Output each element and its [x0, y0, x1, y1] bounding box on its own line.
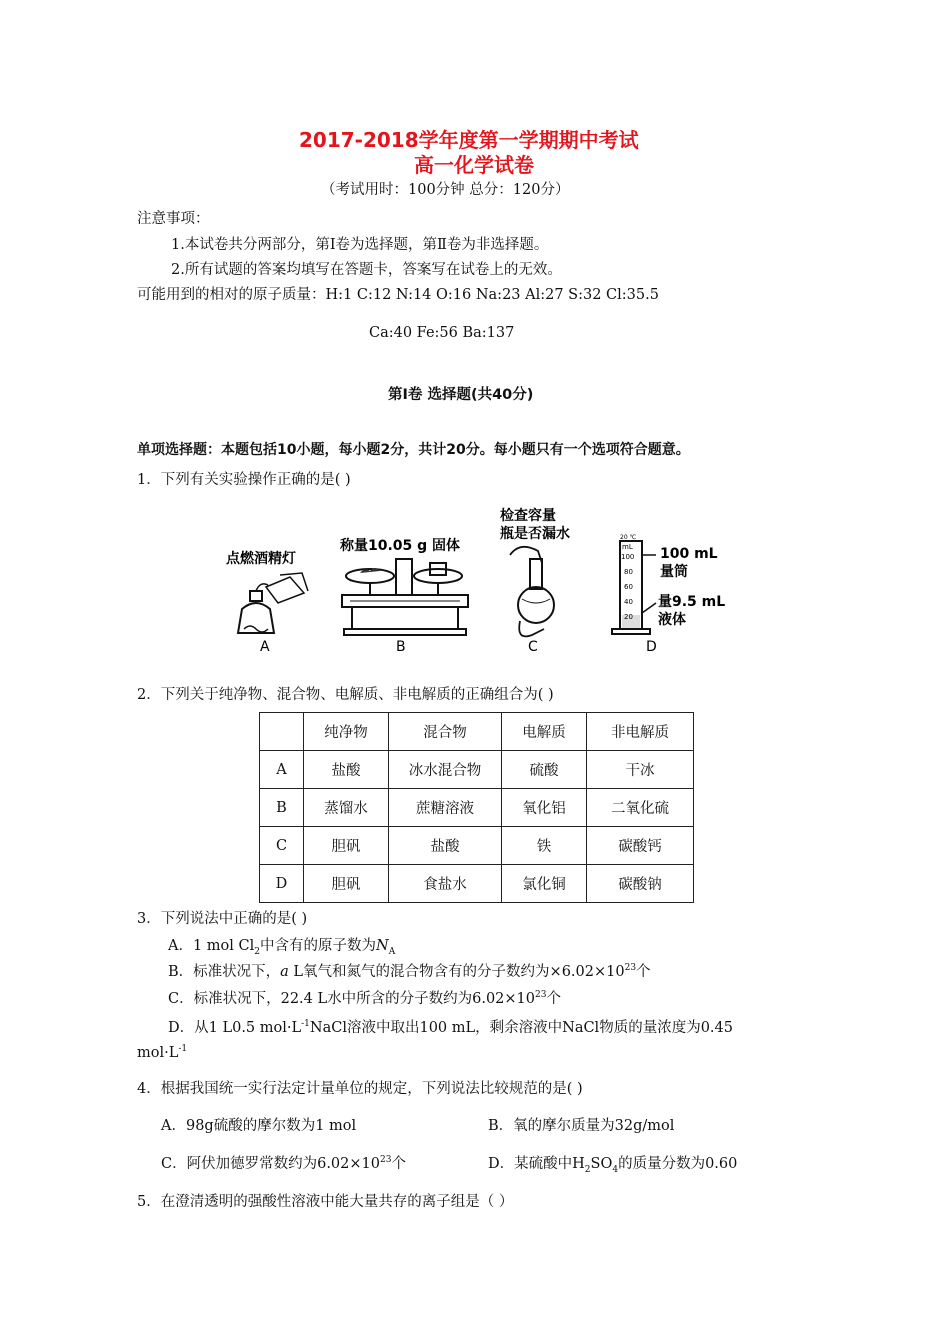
figure-d-caption-3: 量9.5 mL	[658, 594, 726, 610]
q3-option-d-continued	[137, 1044, 187, 1061]
q3-a-text-2: 中含有的原子数为	[260, 938, 376, 954]
figure-d-scale-unit: mL	[622, 543, 633, 551]
figure-label-d: D	[646, 639, 657, 655]
q3-option-c	[168, 987, 561, 1008]
q3-c-text-2: 个	[546, 991, 561, 1007]
q3-d-sup-2: -1	[178, 1044, 188, 1054]
q3-d-sup: -1	[301, 1019, 310, 1030]
q3-option-b	[168, 960, 651, 981]
table-cell: 碳酸钠	[587, 865, 694, 903]
table-cell: 干冰	[587, 751, 694, 789]
q3-a-sub-2: A	[388, 946, 396, 957]
q3-a-italic: N	[376, 938, 389, 954]
atomic-masses-line2: Ca:40 Fe:56 Ba:137	[369, 325, 515, 341]
q3-a-sub: 2	[254, 946, 260, 957]
q3-b-text-2: L氧气和氮气的混合物含有的分子数约为×6.02×10	[288, 964, 625, 980]
q4-d-sub: 2	[584, 1164, 591, 1175]
q4-option-b: B．氧的摩尔质量为32g/mol	[488, 1118, 675, 1134]
q3-a-text: A．1 mol Cl	[168, 938, 255, 954]
table-cell: D	[260, 865, 304, 903]
table-row	[260, 751, 694, 789]
table-row	[260, 827, 694, 865]
figure-d-scale-40: 40	[624, 598, 633, 606]
table-header-cell: 纯净物	[304, 713, 389, 751]
table-header-cell	[260, 713, 304, 751]
table-header-cell: 非电解质	[587, 713, 694, 751]
q4-d-sub-2: 4	[612, 1164, 619, 1175]
notes-item-1: 1.本试卷共分两部分，第Ⅰ卷为选择题，第Ⅱ卷为非选择题。	[171, 237, 549, 253]
q3-b-italic: a	[280, 964, 289, 980]
q4-c-text-2: 个	[391, 1156, 406, 1172]
figure-d-scale-100: 100	[621, 553, 635, 561]
notes-heading: 注意事项：	[137, 211, 210, 227]
q3-option-d	[168, 1016, 733, 1037]
table-cell: 胆矾	[304, 865, 389, 903]
table-cell: 食盐水	[389, 865, 502, 903]
q4-option-d	[488, 1152, 737, 1175]
q3-d-text-2: NaCl溶液中取出100 mL，剩余溶液中NaCl物质的量浓度为0.45	[309, 1020, 733, 1036]
q2-table	[259, 712, 694, 903]
q2-stem: 2．下列关于纯净物、混合物、电解质、非电解质的正确组合为( )	[137, 687, 554, 703]
table-cell: 蔗糖溶液	[389, 789, 502, 827]
table-cell: 盐酸	[304, 751, 389, 789]
q3-stem: 3．下列说法中正确的是( )	[137, 911, 308, 927]
table-cell: 蒸馏水	[304, 789, 389, 827]
table-header-cell: 电解质	[502, 713, 587, 751]
q3-d-text: D．从1 L0.5 mol·L	[168, 1020, 302, 1036]
table-row	[260, 865, 694, 903]
table-cell: 二氧化硫	[587, 789, 694, 827]
figure-b-balance	[339, 537, 468, 655]
q4-option-c	[161, 1152, 406, 1173]
figure-d-scale-top: 20 ℃	[620, 534, 637, 541]
q3-b-sup: 23	[624, 963, 637, 974]
figure-a-caption: 点燃酒精灯	[226, 551, 296, 567]
table-cell: 盐酸	[389, 827, 502, 865]
table-header-row	[260, 713, 694, 751]
figure-d-scale-80: 80	[624, 568, 633, 576]
q3-b-text-3: 个	[636, 964, 651, 980]
table-row	[260, 789, 694, 827]
figure-c-volumetric-flask	[500, 507, 570, 655]
q4-d-text: D．某硫酸中H	[488, 1156, 585, 1172]
exam-title: 2017-2018学年度第一学期期中考试	[299, 128, 639, 152]
figure-c-caption-1: 检查容量	[500, 508, 556, 524]
q4-stem: 4．根据我国统一实行法定计量单位的规定，下列说法比较规范的是( )	[137, 1081, 583, 1097]
table-cell: A	[260, 751, 304, 789]
q4-d-text-2: SO	[590, 1156, 613, 1172]
q4-c-text: C．阿伏加德罗常数约为6.02×10	[161, 1156, 380, 1172]
notes-item-2: 2.所有试题的答案均填写在答题卡，答案写在试卷上的无效。	[171, 262, 562, 278]
table-header-cell: 混合物	[389, 713, 502, 751]
table-cell: B	[260, 789, 304, 827]
table-cell: 碳酸钙	[587, 827, 694, 865]
figure-b-caption: 称量10.05 g 固体	[340, 538, 461, 554]
q5-stem: 5．在澄清透明的强酸性溶液中能大量共存的离子组是（ ）	[137, 1194, 514, 1210]
figure-label-a: A	[260, 639, 270, 655]
exam-info: （考试用时：100分钟 总分：120分）	[321, 182, 570, 198]
figure-d-caption-4: 液体	[658, 612, 686, 628]
table-cell: 硫酸	[502, 751, 587, 789]
figure-d-scale-60: 60	[624, 583, 633, 591]
q3-d-text-3: mol·L	[137, 1044, 179, 1061]
figure-a-alcohol-lamp	[226, 550, 308, 655]
exam-subtitle: 高一化学试卷	[414, 153, 534, 177]
table-cell: C	[260, 827, 304, 865]
atomic-masses-line1: 可能用到的相对的原子质量：H:1 C:12 N:14 O:16 Na:23 Al:27 S:32 Cl:35.5	[137, 287, 659, 303]
figure-c-caption-2: 瓶是否漏水	[500, 526, 570, 542]
figure-d-graduated-cylinder	[612, 534, 725, 655]
q4-c-sup: 23	[379, 1155, 392, 1166]
section-instruction: 单项选择题：本题包括10小题，每小题2分，共计20分。每小题只有一个选项符合题意。	[137, 442, 690, 458]
q3-c-text: C．标准状况下，22.4 L水中所含的分子数约为6.02×10	[168, 991, 536, 1007]
figure-label-b: B	[396, 639, 406, 655]
section-heading: 第Ⅰ卷 选择题(共40分)	[388, 387, 534, 403]
q1-figure	[220, 503, 740, 658]
table-cell: 氯化铜	[502, 865, 587, 903]
q3-b-text: B．标准状况下，	[168, 964, 281, 980]
table-cell: 冰水混合物	[389, 751, 502, 789]
table-cell: 氧化铝	[502, 789, 587, 827]
q1-stem: 1．下列有关实验操作正确的是( )	[137, 472, 351, 488]
q4-option-a: A．98g硫酸的摩尔数为1 mol	[161, 1118, 357, 1134]
q3-c-sup: 23	[535, 990, 547, 1001]
table-cell: 铁	[502, 827, 587, 865]
q4-d-text-3: 的质量分数为0.60	[618, 1156, 738, 1172]
q3-option-a	[168, 934, 395, 957]
figure-label-c: C	[528, 639, 538, 655]
figure-d-scale-20: 20	[624, 613, 633, 621]
figure-d-caption-1: 100 mL	[660, 546, 718, 562]
figure-d-caption-2: 量筒	[660, 564, 688, 580]
table-cell: 胆矾	[304, 827, 389, 865]
